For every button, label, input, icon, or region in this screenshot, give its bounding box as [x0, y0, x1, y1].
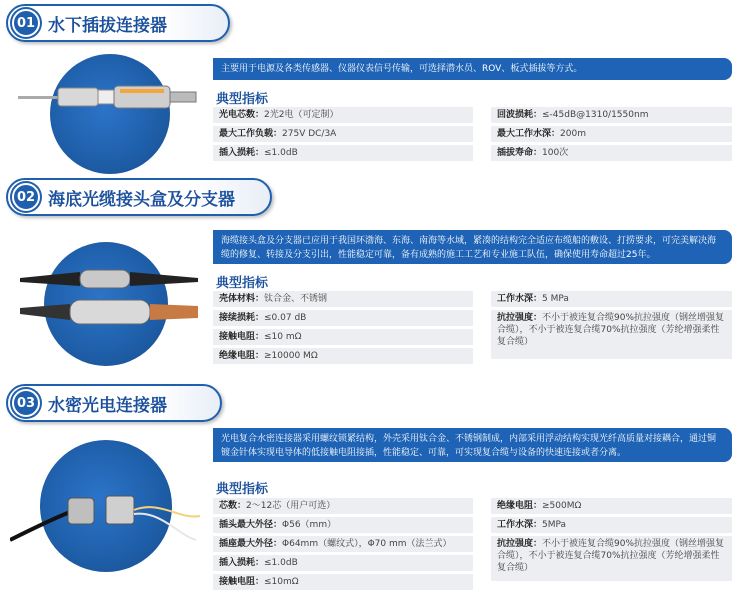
- spec-column-left: [213, 498, 473, 593]
- spec-row: 抗拉强度：不小于被连复合缆90%抗拉强度（钢丝增强复合缆），不小于被连复合缆70%抗拉强度（芳纶增强柔性复合缆）: [491, 536, 732, 581]
- spec-title: 典型指标: [216, 482, 269, 497]
- spec-row: 回波损耗：≤-45dB@1310/1550nm: [491, 107, 732, 123]
- spec-row: 最大工作负载：275V DC/3A: [213, 126, 473, 142]
- section-number: 02: [12, 183, 40, 211]
- spec-row: 插入损耗：≤1.0dB: [213, 145, 473, 161]
- spec-row: 接触电阻：≤10mΩ: [213, 574, 473, 590]
- spec-column-left: [213, 291, 473, 367]
- spec-row: 抗拉强度：不小于被连复合缆90%抗拉强度（钢丝增强复合缆），不小于被连复合缆70%抗拉强度（芳纶增强柔性复合缆）: [491, 310, 732, 359]
- spec-title: 典型指标: [216, 276, 269, 291]
- spec-row: 接续损耗：≤0.07 dB: [213, 310, 473, 326]
- spec-row: 最大工作水深：200m: [491, 126, 732, 142]
- spec-row: 光电芯数：2光2电（可定制）: [213, 107, 473, 123]
- spec-column-right: [491, 498, 732, 584]
- spec-row: 插入损耗：≤1.0dB: [213, 555, 473, 571]
- section-number: 01: [12, 9, 40, 37]
- product-photo: [10, 54, 210, 174]
- spec-row: 插头最大外径：Φ56（mm）: [213, 517, 473, 533]
- product-photo: [10, 242, 210, 362]
- spec-row: 芯数：2～12芯（用户可选）: [213, 498, 473, 514]
- spec-row: 插座最大外径：Φ64mm（螺纹式），Φ70 mm（法兰式）: [213, 536, 473, 552]
- section-description: 海缆接头盒及分支器已应用于我国环渤海、东海、南海等水域，紧凑的结构完全适应布缆船的敷设、打捞要求，可完美解决海缆的修复、转接及分支引出，性能稳定可靠，备有成熟的施工工艺和专业施工队伍，确保使用寿命超过25年。: [213, 230, 732, 264]
- section-description: 光电复合水密连接器采用螺纹锁紧结构，外壳采用钛合金、不锈钢制成，内部采用浮动结构实现光纤高质量对接耦合，通过铜镀金针体实现电导体的低接触电阻接插，性能稳定、可靠，可实现复合缆与设备的快速连接或者分离。: [213, 428, 732, 462]
- spec-row: 壳体材料：钛合金、不锈钢: [213, 291, 473, 307]
- section-description: 主要用于电源及各类传感器、仪器仪表信号传输，可选择潜水员、ROV、板式插拔等方式。: [213, 58, 732, 80]
- section-title: 海底光缆接头盒及分支器: [48, 189, 235, 210]
- spec-column-right: [491, 107, 732, 164]
- section-underwater-connector: [0, 0, 739, 190]
- section-number: 03: [12, 389, 40, 417]
- section-title: 水下插拔连接器: [48, 15, 167, 36]
- spec-row: 工作水深：5MPa: [491, 517, 732, 533]
- spec-column-right: [491, 291, 732, 362]
- spec-column-left: [213, 107, 473, 164]
- spec-title: 典型指标: [216, 92, 269, 107]
- spec-row: 绝缘电阻：≥10000 MΩ: [213, 348, 473, 364]
- section-header: [6, 178, 272, 216]
- section-title: 水密光电连接器: [48, 395, 167, 416]
- section-header: [6, 384, 222, 422]
- section-header: [6, 4, 230, 42]
- spec-row: 工作水深：5 MPa: [491, 291, 732, 307]
- spec-row: 接触电阻：≤10 mΩ: [213, 329, 473, 345]
- section-watertight-connector: [0, 380, 739, 599]
- spec-row: 绝缘电阻：≥500MΩ: [491, 498, 732, 514]
- product-photo: [10, 440, 210, 580]
- spec-row: 插拔寿命：100次: [491, 145, 732, 161]
- section-subsea-joint-box: [0, 190, 739, 380]
